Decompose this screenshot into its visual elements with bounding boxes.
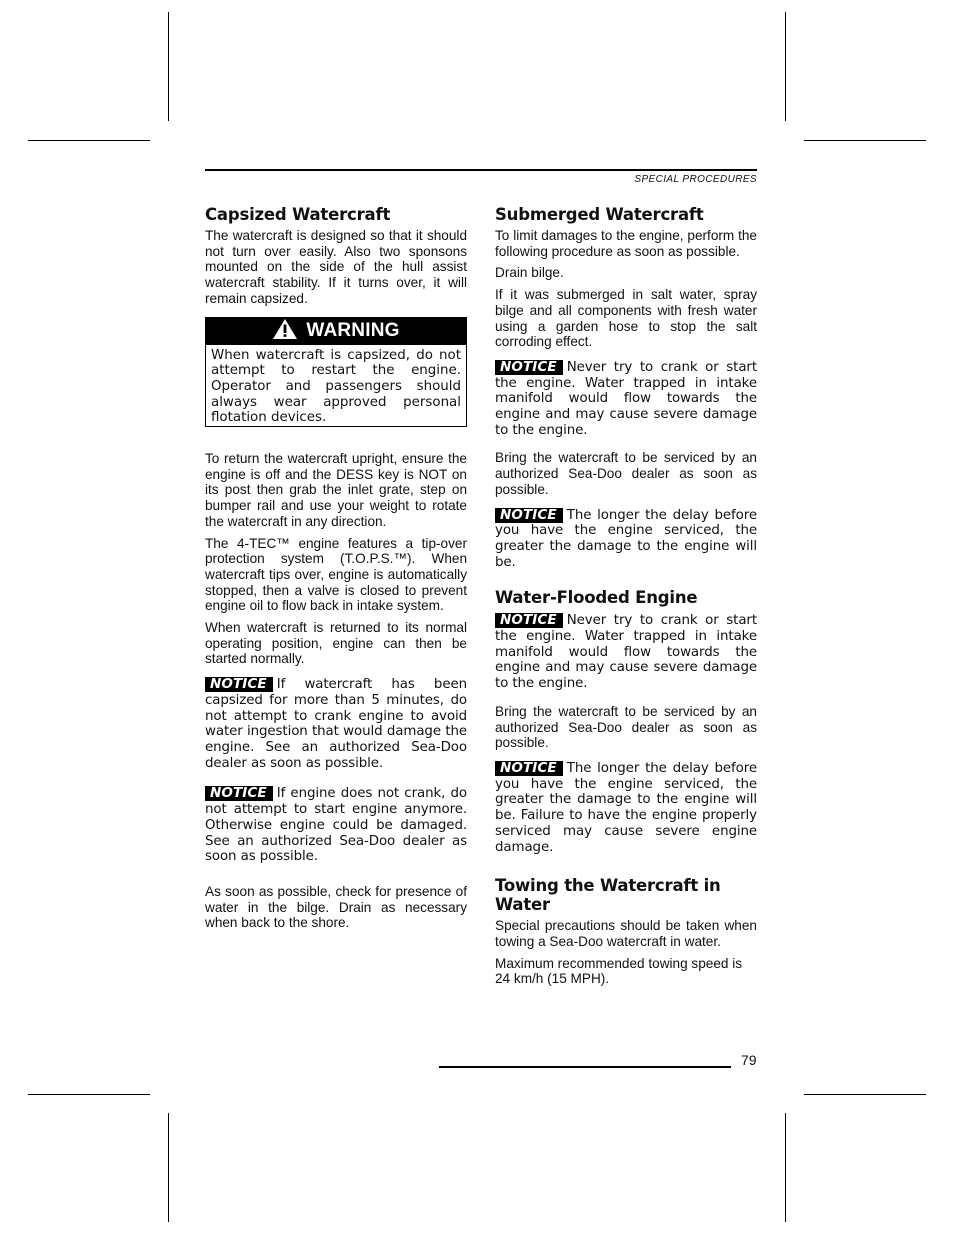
notice-capsized-5min [205,677,467,771]
left-column [205,205,467,937]
normal-position-paragraph: When watercraft is returned to its normal operating position, engine can then be started normally. [205,620,467,667]
flooded-service-paragraph: Bring the watercraft to be serviced by an authorized Sea-Doo dealer as soon as possible. [495,703,757,751]
towing-heading: Towing the Watercraft in Water [495,876,721,915]
towing-precautions: Special precautions should be taken when towing a Sea-Doo watercraft in water. [495,918,757,949]
notice-text: Never try to crank or start the engine. Water trapped in intake manifold would flow towards the engine and may cause severe damage to the engine. [495,613,757,692]
warning-box [205,317,467,428]
notice-label: NOTICE [205,677,273,692]
service-paragraph: Bring the watercraft to be serviced by an authorized Sea-Doo dealer as soon as possible. [495,450,757,497]
notice-label: NOTICE [495,508,563,523]
crop-mark [28,1094,150,1095]
notice-no-crank [205,786,467,865]
capsized-paragraph: The watercraft is designed so that it should not turn over easily. Also two sponsons mounted on the side of the hull assist watercraft stability. If it turns over, it will remain capsized. [205,228,467,306]
capsized-heading: Capsized Watercraft [205,205,391,224]
right-column [495,205,757,993]
submerged-heading: Submerged Watercraft [495,205,704,224]
upright-paragraph: To return the watercraft upright, ensure the engine is off and the DESS key is NOT on its post then grab the inlet grate, step on bumper rail and use your weight to rotate the watercraft in any direction. [205,451,467,529]
warning-text: When watercraft is capsized, do not attempt to restart the engine. Operator and passengers should always wear approved personal flotation devices. [211,347,461,426]
notice-never-crank [495,360,757,439]
notice-text: If engine does not crank, do not attempt to start engine anymore. Otherwise engine could be damaged. See an authorized Sea-Doo dealer as soon as possible. [205,786,467,865]
warning-triangle-icon [272,318,298,345]
page-number: 79 [741,1052,757,1068]
footer-rule [439,1066,731,1068]
notice-text: If watercraft has been capsized for more than 5 minutes, do not attempt to crank engine to avoid water ingestion that would damage the engine. See an authorized Sea-Doo dealer as soon as possible. [205,677,467,771]
submerged-intro: To limit damages to the engine, perform the following procedure as soon as possible. [495,228,757,259]
crop-mark [168,1113,169,1222]
warning-title: WARNING [306,320,400,342]
running-head: SPECIAL PROCEDURES [634,174,757,185]
warning-header [206,318,466,345]
notice-delay-flooded [495,761,757,855]
notice-text: The longer the delay before you have the engine serviced, the greater the damage to the engine will be. Failure to have the engine properly serviced may cause severe engine damage. [495,760,757,855]
crop-mark [168,12,169,121]
notice-label: NOTICE [495,761,563,776]
crop-mark [785,12,786,121]
notice-text: Never try to crank or start the engine. Water trapped in intake manifold would flow towards the engine and may cause severe damage to the engine. [495,359,757,438]
salt-water-paragraph: If it was submerged in salt water, spray bilge and all components with fresh water using a garden hose to stop the salt corroding effect. [495,287,757,350]
notice-label: NOTICE [495,613,563,628]
crop-mark [804,140,926,141]
drain-bilge: Drain bilge. [495,265,564,281]
notice-label: NOTICE [205,786,273,801]
tops-paragraph: The 4-TEC™ engine features a tip-over protection system (T.O.P.S.™). When watercraft tips over, engine is automatically stopped, then a valve is closed to prevent engine oil to flow back in intake system. [205,535,467,614]
towing-speed: Maximum recommended towing speed is 24 km/h (15 MPH). [495,955,743,987]
notice-never-crank-flooded [495,613,757,692]
notice-label: NOTICE [495,360,563,375]
notice-text: The longer the delay before you have the engine serviced, the greater the damage to the engine will be. [495,507,757,570]
crop-mark [785,1113,786,1222]
bilge-check-paragraph: As soon as possible, check for presence of water in the bilge. Drain as necessary when back to the shore. [205,883,467,931]
crop-mark [28,140,150,141]
warning-body [206,345,466,427]
header-rule [205,169,757,171]
crop-mark [804,1094,926,1095]
flooded-heading: Water-Flooded Engine [495,588,698,608]
notice-delay [495,508,757,571]
